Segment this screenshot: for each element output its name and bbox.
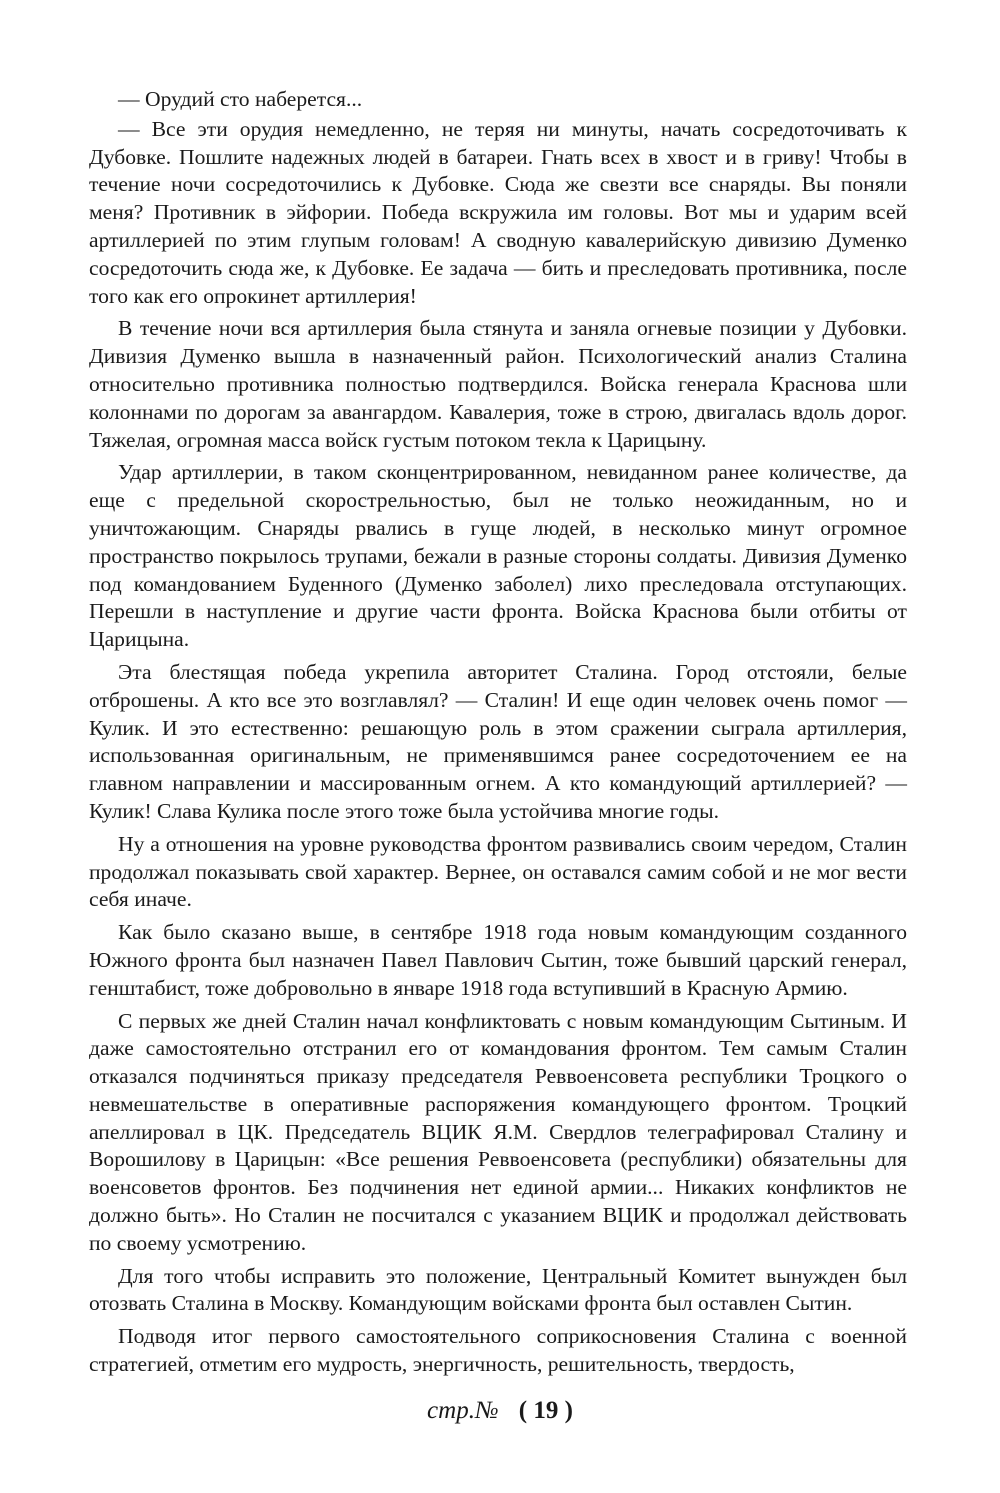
paragraph-8: С первых же дней Сталин начал конфликтовать с новым командующим Сытиным. И даже самостоятельно отстранил его от командования фронтом. Тем самым Сталин отказался подчиняться приказу председателя Реввоенсовета республики Троцкого о невмешательстве в оперативные распоряжения командующего фронтом. Троцкий апеллировал в ЦК. Председатель ВЦИК Я.М. Свердлов телеграфировал Сталину и Ворошилову в Царицын: «Все решения Реввоенсовета (республики) обязательны для военсоветов фронтов. Без подчинения нет единой армии... Никаких конфликтов не должно быть». Но Сталин не посчитался с указанием ВЦИК и продолжал действовать по своему усмотрению. [89, 1008, 907, 1255]
paragraph-10: Подводя итог первого самостоятельного соприкосновения Сталина с военной стратегией, отметим его мудрость, энергичность, решительность, твердость, [89, 1324, 907, 1377]
page-number-prefix: стр.№ [427, 1397, 499, 1424]
paragraph-4: Удар артиллерии, в таком сконцентрированном, невиданном ранее количестве, да еще с предельной скорострельностью, был не только неожиданным, но и уничтожающим. Снаряды рвались в гуще людей, в несколько минут огромное пространство покрылось трупами, бежали в разные стороны солдаты. Дивизия Думенко под командованием Буденного (Думенко заболел) лихо преследовала отступающих. Перешли в наступление и другие части фронта. Войска Краснова были отбиты от Царицына. [89, 460, 907, 652]
paragraph-2: — Все эти орудия немедленно, не теряя ни минуты, начать сосредоточивать к Дубовке. Пошлите надежных людей в батареи. Гнать всех в хвост и в гриву! Чтобы в течение ночи сосредоточились к Дубовке. Сюда же свезти все снаряды. Вы поняли меня? Противник в эйфории. Победа вскружила им головы. Вот мы и ударим всей артиллерией по этим глупым головам! А сводную кавалерийскую дивизию Думенко сосредоточить сюда же, к Дубовке. Ее задача — бить и преследовать противника, после того как его опрокинет артиллерия! [89, 116, 907, 308]
paragraph-9: Для того чтобы исправить это положение, Центральный Комитет вынужден был отозвать Сталина в Москву. Командующим войсками фронта был оставлен Сытин. [89, 1263, 907, 1316]
paragraph-7: Как было сказано выше, в сентябре 1918 года новым командующим созданного Южного фронта был назначен Павел Павлович Сытин, тоже бывший царский генерал, генштабист, тоже добровольно в январе 1918 года вступивший в Красную Армию. [89, 920, 907, 1000]
paragraph-5: Эта блестящая победа укрепила авторитет Сталина. Город отстояли, белые отброшены. А кто все это возглавлял? — Сталин! И еще один человек очень помог — Кулик. И это естественно: решающую роль в этом сражении сыграла артиллерия, использованная оригинальным, не применявшимся ранее сосредоточением ее на главном направлении и массированным огнем. А кто командующий артиллерией? — Кулик! Слава Кулика после этого тоже была устойчива многие годы. [89, 659, 907, 823]
paragraph-6: Ну а отношения на уровне руководства фронтом развивались своим чередом, Сталин продолжал показывать свой характер. Вернее, он оставался самим собой и не мог вести себя иначе. [89, 831, 907, 912]
book-page-text [89, 86, 907, 1384]
paragraph-3: В течение ночи вся артиллерия была стянута и заняла огневые позиции у Дубовки. Дивизия Думенко вышла в назначенный район. Психологический анализ Сталина относительно противника полностью подтвердился. Войска генерала Краснова шли колоннами по дорогам за авангардом. Кавалерия, тоже в строю, двигалась вдоль дорог. Тяжелая, огромная масса войск густым потоком текла к Царицыну. [89, 316, 907, 452]
page-number: ( 19 ) [518, 1397, 573, 1424]
page-footer [0, 1397, 1000, 1425]
paragraph-1: — Орудий сто наберется... [118, 87, 363, 111]
